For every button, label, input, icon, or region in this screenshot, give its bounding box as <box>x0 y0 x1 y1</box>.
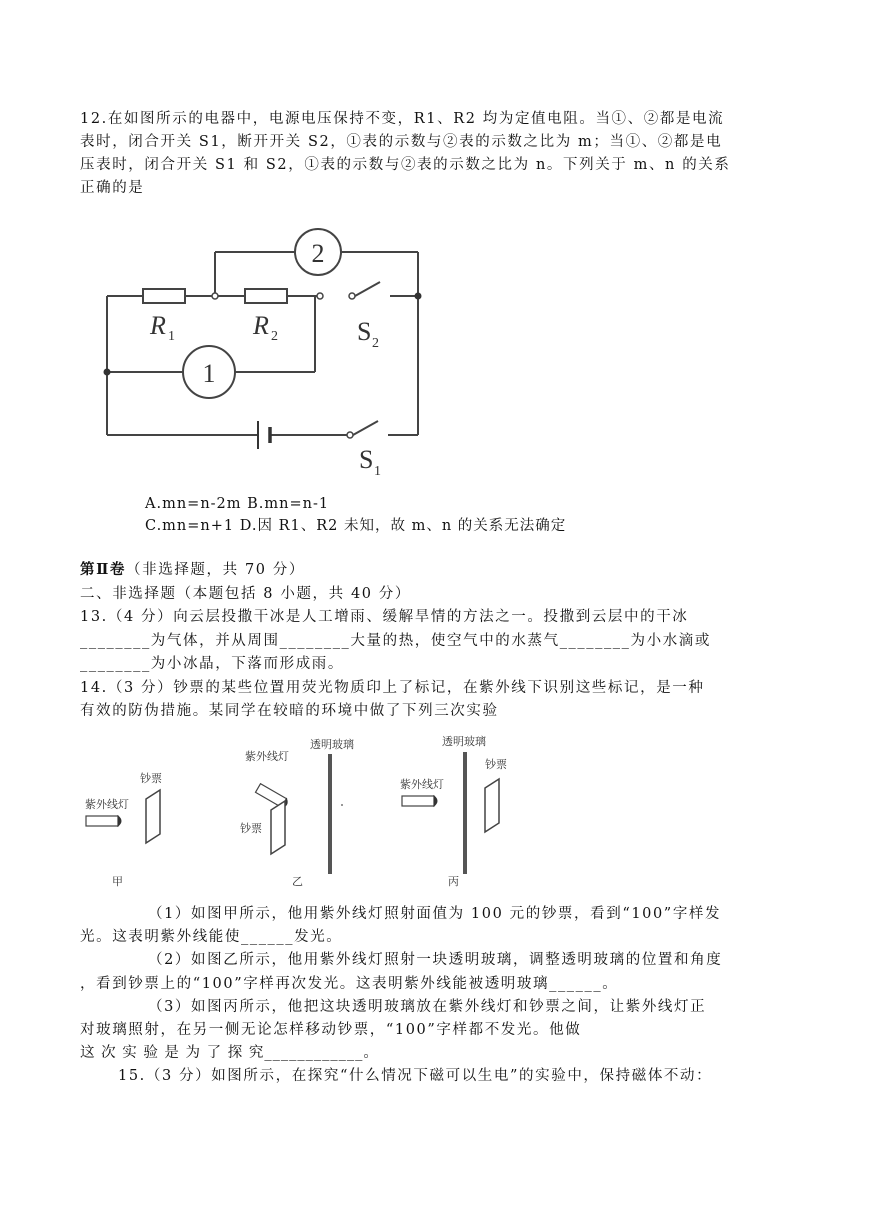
uv-experiment-figure <box>80 730 520 890</box>
r2-sub: 2 <box>271 329 278 344</box>
section-title-rest: （非选择题，共 70 分） <box>126 562 305 578</box>
banknote-label-c: 钞票 <box>485 758 507 771</box>
banknote-icon <box>271 801 285 854</box>
q13-line-3: ________为小冰晶，下落而形成雨。 <box>80 656 344 672</box>
s1-sub: 1 <box>374 464 381 479</box>
s2-sub: 2 <box>372 336 379 351</box>
meter-2-label: 2 <box>311 239 325 268</box>
s1-label: S <box>359 445 374 474</box>
uv-lamp-icon <box>402 796 437 806</box>
label-jia: 甲 <box>112 875 123 888</box>
banknote-icon <box>485 779 499 832</box>
section-subtitle: 二、非选择题（本题包括 8 小题，共 40 分） <box>80 586 412 602</box>
q14-sub-3c: 这 次 实 验 是 为 了 探 究____________。 <box>80 1045 379 1061</box>
uv-lamp-label-c: 紫外线灯 <box>400 778 444 791</box>
experiment-b <box>240 737 354 888</box>
label-bing: 丙 <box>448 875 459 888</box>
meter-1-label: 1 <box>202 359 216 388</box>
section-heading <box>80 560 305 580</box>
q14-sub-2b: ，看到钞票上的“100”字样再次发光。这表明紫外线能被透明玻璃______。 <box>80 976 619 992</box>
r2-label: R <box>253 311 269 340</box>
section-title: 第Ⅱ卷 <box>80 561 127 578</box>
q12-options-ab: A.mn=n-2m B.mn=n-1 <box>145 496 330 512</box>
q14-sub-3b: 对玻璃照射，在另一侧无论怎样移动钞票，“100”字样都不发光。他做 <box>80 1022 582 1038</box>
junction-dot <box>104 369 111 376</box>
r1-resistor <box>143 289 185 303</box>
s1-switch-blade <box>353 421 378 435</box>
glass-pane-icon <box>463 752 467 874</box>
experiment-a <box>85 771 162 888</box>
uv-lamp-label-b: 紫外线灯 <box>245 750 289 763</box>
s2-label: S <box>357 317 372 346</box>
glass-pane-icon <box>328 754 332 874</box>
banknote-label-a: 钞票 <box>140 772 162 785</box>
q14-sub-1a: （1）如图甲所示，他用紫外线灯照射面值为 100 元的钞票，看到“100”字样发 <box>148 906 722 922</box>
q13-line-2: ________为气体，并从周围________大量的热，使空气中的水蒸气________为小水滴或 <box>80 633 711 649</box>
q12-line-2: 表时，闭合开关 S1，断开开关 S2，①表的示数与②表的示数之比为 m；当①、②都是电 <box>80 134 723 150</box>
q13-line-1: 13.（4 分）向云层投撒干冰是人工增雨、缓解旱情的方法之一。投撒到云层中的干冰 <box>80 609 689 625</box>
q15-line-1: 15.（3 分）如图所示，在探究“什么情况下磁可以生电”的实验中，保持磁体不动： <box>118 1068 713 1084</box>
q12-line-4: 正确的是 <box>80 180 145 196</box>
junction-dot <box>415 293 422 300</box>
q14-sub-1b: 光。这表明紫外线能使______发光。 <box>80 929 343 945</box>
switch-contact <box>347 432 353 438</box>
r1-sub: 1 <box>168 329 175 344</box>
circuit-diagram <box>95 210 440 490</box>
q14-sub-2a: （2）如图乙所示，他用紫外线灯照射一块透明玻璃，调整透明玻璃的位置和角度 <box>148 952 723 968</box>
uv-lamp-label-a: 紫外线灯 <box>85 798 129 811</box>
q12-line-3: 压表时，闭合开关 S1 和 S2，①表的示数与②表的示数之比为 n。下列关于 m、n 的关系 <box>80 157 731 173</box>
junction-node <box>212 293 218 299</box>
q14-line-2: 有效的防伪措施。某同学在较暗的环境中做了下列三次实验 <box>80 703 499 719</box>
switch-contact <box>349 293 355 299</box>
banknote-icon <box>146 790 160 843</box>
r1-label: R <box>150 311 166 340</box>
q14-line-1: 14.（3 分）钞票的某些位置用荧光物质印上了标记，在紫外线下识别这些标记，是一种 <box>80 680 705 696</box>
banknote-label-b: 钞票 <box>240 822 262 835</box>
q12-line-1: 12.在如图所示的电器中，电源电压保持不变，R1、R2 均为定值电阻。当①、②都是电流 <box>80 111 725 127</box>
glass-label-c: 透明玻璃 <box>442 735 486 748</box>
junction-node <box>317 293 323 299</box>
uv-lamp-icon <box>86 816 121 826</box>
experiment-c <box>400 734 507 888</box>
s2-switch-blade <box>355 282 380 296</box>
label-yi: 乙 <box>292 875 303 888</box>
q14-sub-3a: （3）如图丙所示，他把这块透明玻璃放在紫外线灯和钞票之间，让紫外线灯正 <box>148 999 707 1015</box>
glass-label-b: 透明玻璃 <box>310 738 354 751</box>
r2-resistor <box>245 289 287 303</box>
q12-options-cd: C.mn=n+1 D.因 R1、R2 未知，故 m、n 的关系无法确定 <box>145 518 567 534</box>
